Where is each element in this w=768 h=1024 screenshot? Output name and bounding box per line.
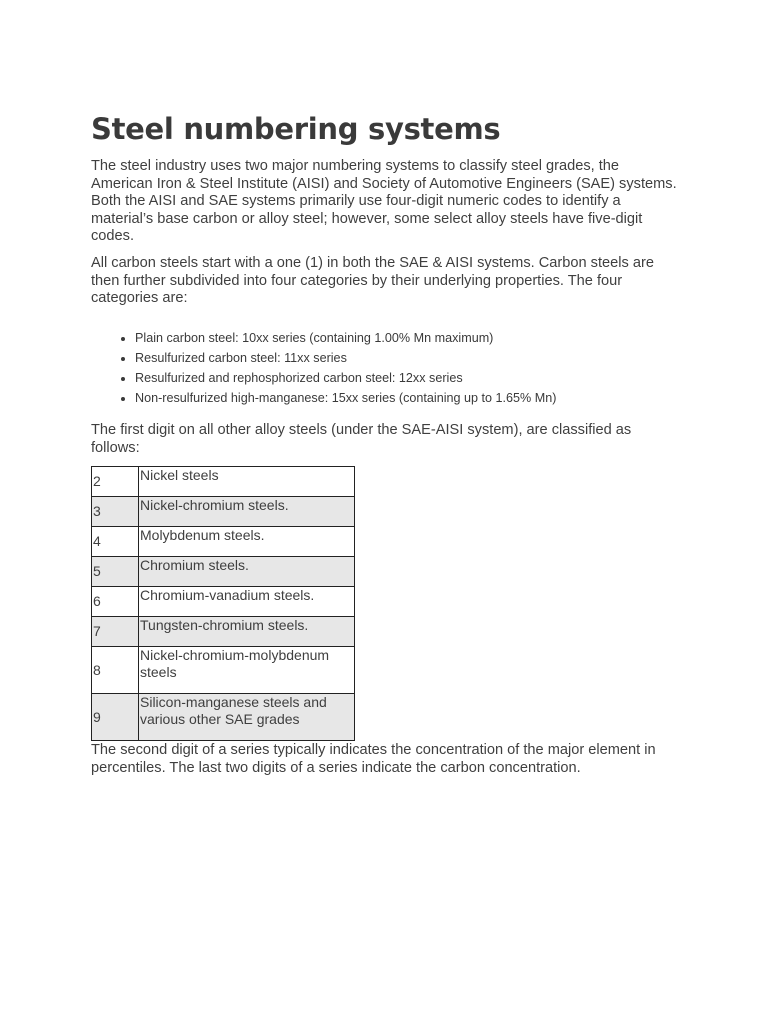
- table-cell-name: Silicon-manganese steels and various other SAE grades: [139, 694, 355, 741]
- table-cell-name: Nickel-chromium-molybdenum steels: [139, 647, 355, 694]
- table-row: [92, 557, 355, 587]
- table-cell-name: Chromium steels.: [139, 557, 355, 587]
- table-cell-name: Tungsten-chromium steels.: [139, 617, 355, 647]
- carbon-categories-list: [116, 328, 556, 408]
- table-cell-digit: 3: [92, 497, 139, 527]
- table-cell-digit: 7: [92, 617, 139, 647]
- list-item: • Resulfurized and rephosphorized carbon steel: 12xx series: [135, 368, 556, 388]
- table-cell-name: Nickel-chromium steels.: [139, 497, 355, 527]
- table-row: [92, 647, 355, 694]
- alloy-paragraph: The first digit on all other alloy steels (under the SAE-AISI system), are classified as follows:: [91, 422, 632, 456]
- list-item: • Non-resulfurized high-manganese: 15xx series (containing up to 1.65% Mn): [135, 388, 556, 408]
- table-cell-name: Molybdenum steels.: [139, 527, 355, 557]
- table-cell-digit: 5: [92, 557, 139, 587]
- page-title: Steel numbering systems: [91, 112, 501, 146]
- list-item: • Resulfurized carbon steel: 11xx series: [135, 348, 556, 368]
- carbon-steel-paragraph: All carbon steels start with a one (1) in both the SAE & AISI systems. Carbon steels are then further subdivided into four categories by their underlying properties. The four categories are:: [91, 255, 654, 307]
- table-cell-digit: 9: [92, 694, 139, 741]
- table-cell-name: Nickel steels: [139, 467, 355, 497]
- alloy-steel-table: [91, 466, 355, 741]
- table-row: [92, 527, 355, 557]
- table-row: [92, 497, 355, 527]
- table-row: [92, 694, 355, 741]
- intro-paragraph: The steel industry uses two major numbering systems to classify steel grades, the American Iron & Steel Institute (AISI) and Society of Automotive Engineers (SAE) systems. Both the AISI and SAE systems primarily use four-digit numeric codes to identify a material’s base carbon or alloy steel; however, some select alloy steels have five-digit codes.: [91, 158, 677, 245]
- closing-paragraph: The second digit of a series typically indicates the concentration of the major element in percentiles. The last two digits of a series indicate the carbon concentration.: [91, 742, 656, 776]
- table-row: [92, 587, 355, 617]
- list-item: • Plain carbon steel: 10xx series (containing 1.00% Mn maximum): [135, 328, 556, 348]
- table-cell-digit: 6: [92, 587, 139, 617]
- table-cell-digit: 4: [92, 527, 139, 557]
- table-cell-name: Chromium-vanadium steels.: [139, 587, 355, 617]
- table-row: [92, 467, 355, 497]
- table-cell-digit: 2: [92, 467, 139, 497]
- table-row: [92, 617, 355, 647]
- table-cell-digit: 8: [92, 647, 139, 694]
